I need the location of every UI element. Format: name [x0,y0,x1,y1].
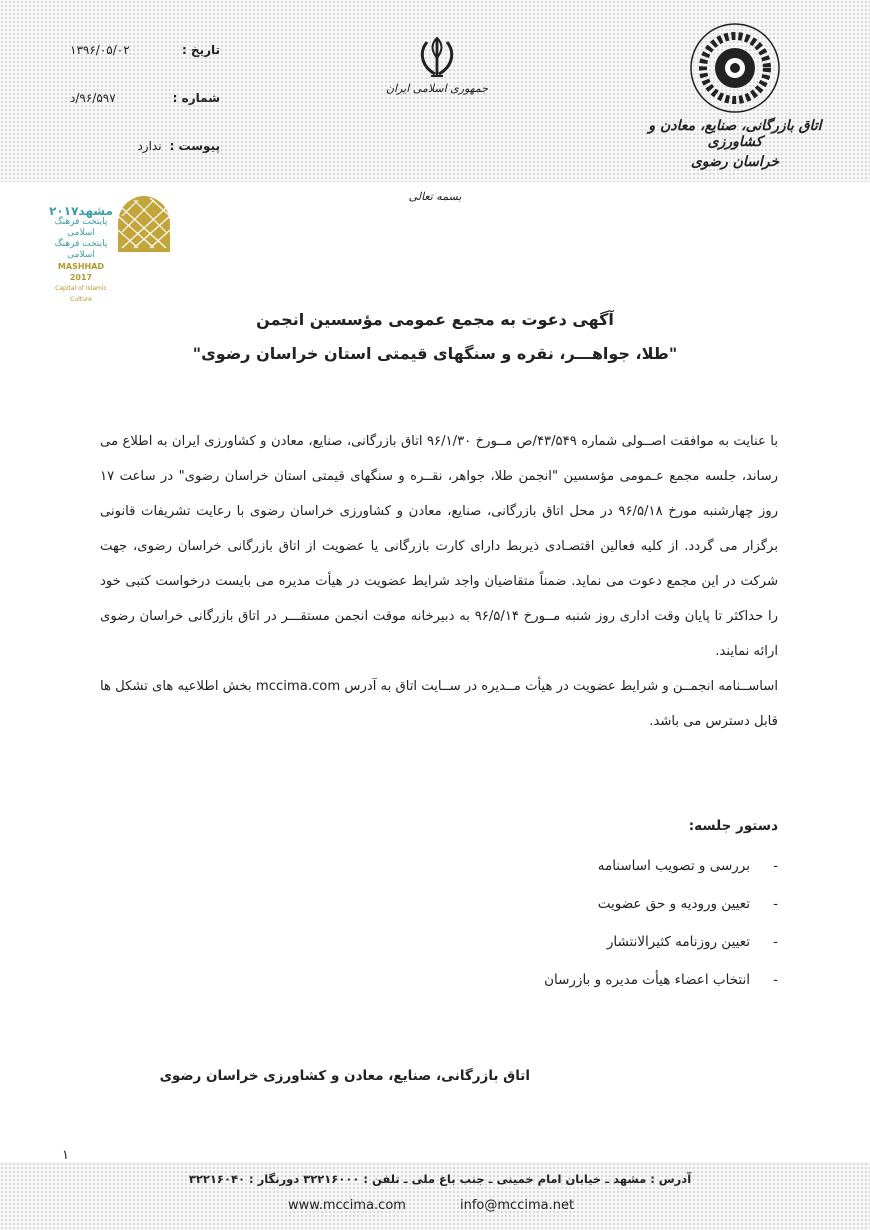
agenda-item-text: انتخاب اعضاء هیأت مدیره و بازرسان [544,972,750,988]
attachment-label: پیوست : [169,139,220,153]
mashhad-title: مشهد۲۰۱۷ [49,204,113,218]
title-line-1: آگهی دعوت به مجمع عمومی مؤسسین انجمن [256,310,614,329]
chamber-gear-icon [687,20,783,116]
agenda-item: -تعیین ورودیه و حق عضویت [597,896,778,912]
announcement-body [100,424,778,739]
mashhad-subtitle-2: پایتخت فرهنگ اسلامی [54,239,108,260]
date-row [70,38,220,62]
dome-icon [114,192,174,256]
agenda-item: -تعیین روزنامه کثیرالانتشار [606,934,778,950]
bismillah: بسمه تعالی [408,190,462,203]
agenda-list [100,856,778,1008]
mashhad-english-sub: Capital of Islamic Culture [55,285,107,303]
agenda-item-text: تعیین ورودیه و حق عضویت [597,896,750,912]
republic-caption: جمهوری اسلامی ایران [385,82,489,95]
body-paragraph-1: با عنایت به موافقت اصــولی شماره ۴۳/۵۴۹/ص مــورخ ۹۶/۱/۳۰ اتاق بازرگانی، صنایع، معادن و کشاورزی ایران به اطلاع می رساند، جلسه مجمع عـمومی مؤسسین "انجمن طلا، جواهر، نقــره و سنگهای قیمتی استان خراسان رضوی" در ساعت ۱۷ روز چهارشنبه مورخ ۹۶/۵/۱۸ در محل اتاق بازرگانی، صنایع، معادن و کشاورزی خراسان رضوی با رعایت تشریفات قانونی برگزار می گردد. از کلیه فعالین اقتصـادی ذیربط دارای کارت بازرگانی یا عضویت از اتاق بازرگانی خراسان رضوی، جهت شرکت در این مجمع دعوت می نماید. ضمناً متقاضیان واجد شرایط عضویت در هیأت مدیره می بایست درخواست کتبی خود را حداکثر تا پایان وقت اداری روز شنبه مــورخ ۹۶/۵/۱۴ به دبیرخانه موقت انجمن مستقـــر در اتاق بازرگانی خراسان رضوی ارائه نمایند. [100,434,779,659]
signature: اتاق بازرگانی، صنایع، معادن و کشاورزی خراسان رضوی [159,1068,530,1084]
agenda-item-text: تعیین روزنامه کثیرالانتشار [606,934,750,950]
attachment-value: ندارد [137,139,162,153]
number-label: شماره : [172,91,220,105]
attachment-row [70,134,220,158]
chamber-logo [620,20,850,170]
footer-address: آدرس : مشهد ـ خیابان امام خمینی ـ جنب باغ ملی ـ تلفن : ۳۲۲۱۶۰۰۰ دورنگار : ۳۲۲۱۶۰۴۰ [188,1172,692,1186]
title-line-2: "طلا، جواهـــر، نقره و سنگهای قیمتی استان خراسان رضوی" [192,344,678,363]
mashhad-2017-logo [48,192,178,303]
chamber-region: خراسان رضوی [690,154,780,170]
date-value: ۱۳۹۶/۰۵/۰۲ [70,43,130,57]
mashhad-english: MASHHAD 2017 [57,262,105,282]
iran-emblem [382,34,492,95]
agenda-heading: دستور جلسه: [688,818,778,834]
letter-meta [70,38,220,158]
agenda-item: -بررسی و تصویب اساسنامه [597,858,778,874]
chamber-name: اتاق بازرگانی، صنایع، معادن و کشاورزی [648,118,822,150]
iran-emblem-icon [417,34,457,80]
page-number: ۱ [62,1148,69,1163]
mashhad-logo-text [48,206,114,305]
number-value: ۹۶/۵۹۷/د [70,91,116,105]
date-label: تاریخ : [181,43,220,57]
number-row [70,86,220,110]
agenda-item: -انتخاب اعضاء هیأت مدیره و بازرسان [544,972,778,988]
body-paragraph-2: اساســنامه انجمــن و شرایط عضویت در هیأت مــدیره در ســایت اتاق به آدرس mccima.com بخش اطلاعیه های تشکل ها قابل دسترس می باشد. [100,679,778,729]
mashhad-subtitle-1: پایتخت فرهنگ اسلامی [54,217,108,238]
footer-website-link[interactable]: www.mccima.com [288,1198,406,1213]
agenda-item-text: بررسی و تصویب اساسنامه [597,858,750,874]
footer-email-link[interactable]: info@mccima.net [460,1198,575,1213]
